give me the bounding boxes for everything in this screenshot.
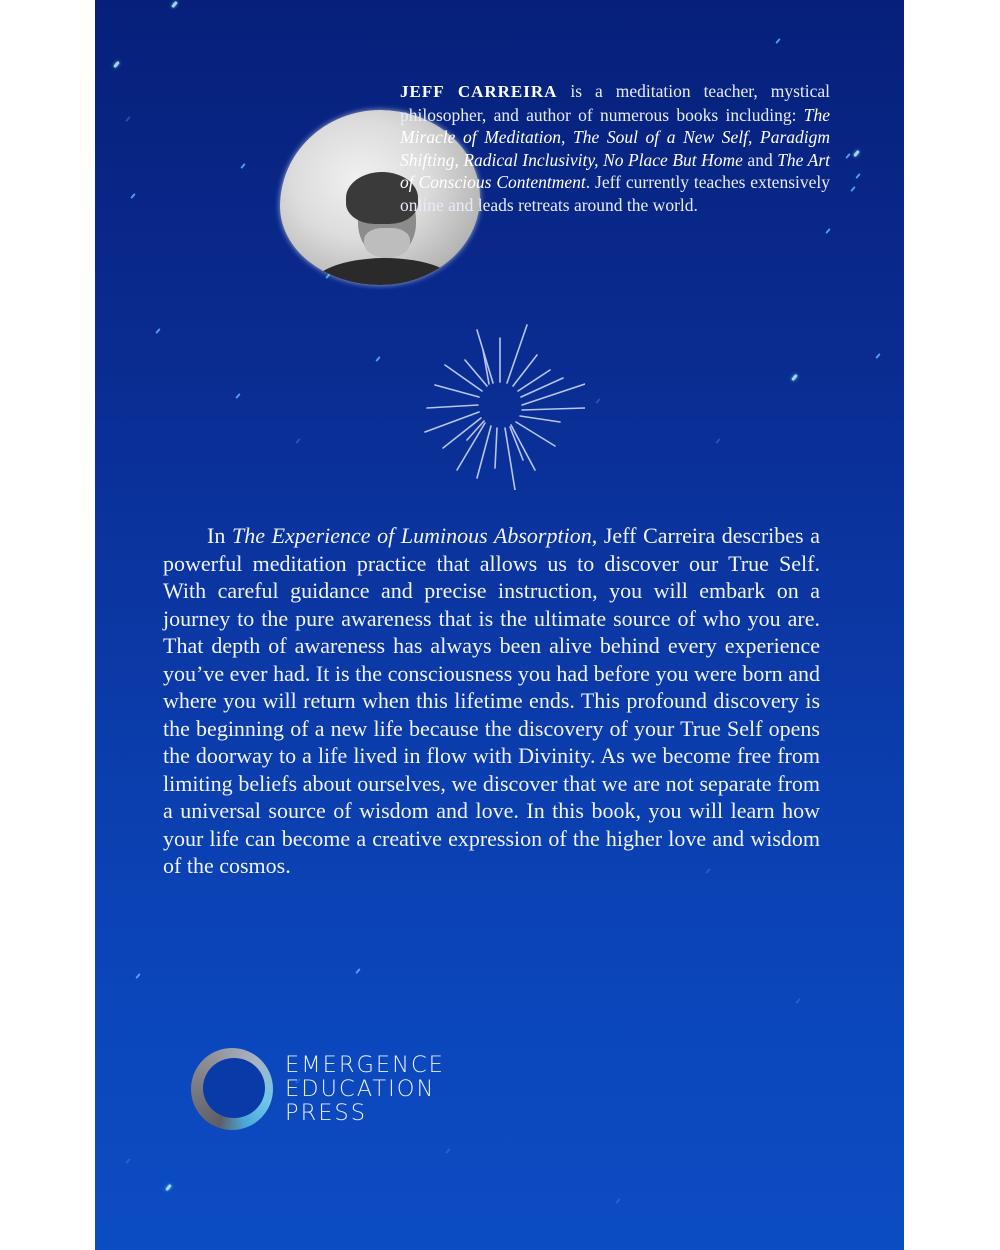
book-description (163, 522, 820, 880)
bio-closing: . Jeff currently teaches extensively online and leads retreats around the world. (400, 172, 830, 215)
book-title: The Miracle of Meditation, (400, 104, 830, 147)
book-title: The Art of Conscious Contentment (400, 149, 830, 192)
ring-logo-icon (191, 1048, 273, 1130)
bio-intro: is a meditation teacher, mystical philosopher, and author of numerous books including: (400, 81, 831, 125)
book-title: The Soul of a New Self, (572, 127, 753, 147)
book-back-cover (95, 0, 904, 1250)
publisher-line: PRESS (285, 1100, 367, 1126)
description-book-title: The Experience of Luminous Absorption (231, 523, 592, 548)
description-lead: In (207, 523, 232, 548)
sunburst-icon (415, 320, 585, 490)
book-title: No Place But Home (603, 149, 743, 170)
book-title: Radical Inclusivity, (463, 149, 599, 170)
portrait-shirt (310, 258, 460, 285)
book-title: Paradigm Shifting, (400, 127, 831, 170)
publisher-name (285, 1053, 445, 1125)
description-body: , Jeff Carreira describes a powerful meditation practice that allows us to discover our True Self. With careful guidance and precise instruction, you will embark on a journey to the pure awareness that is the ultimate source of who you are. That depth of awareness has always been alive behind every experience you’ve ever had. It is the consciousness you had before you were born and where you will return when this lifetime ends. This profound discovery is the beginning of a new life because the discovery of your True Self opens the doorway to a life lived in flow with Divinity. As we become free from limiting beliefs about ourselves, we discover that we are not separate from a universal source of wisdom and love. In this book, you will learn how your life can become a creative expression of the higher love and wisdom of the cosmos. (163, 523, 821, 878)
publisher-line: EMERGENCE (285, 1052, 445, 1078)
publisher-logo (191, 1048, 445, 1130)
author-bio (400, 80, 830, 216)
portrait-beard (364, 228, 410, 258)
publisher-line: EDUCATION (285, 1076, 436, 1102)
author-name: JEFF CARREIRA (400, 82, 558, 101)
bio-connector: and (747, 149, 773, 170)
